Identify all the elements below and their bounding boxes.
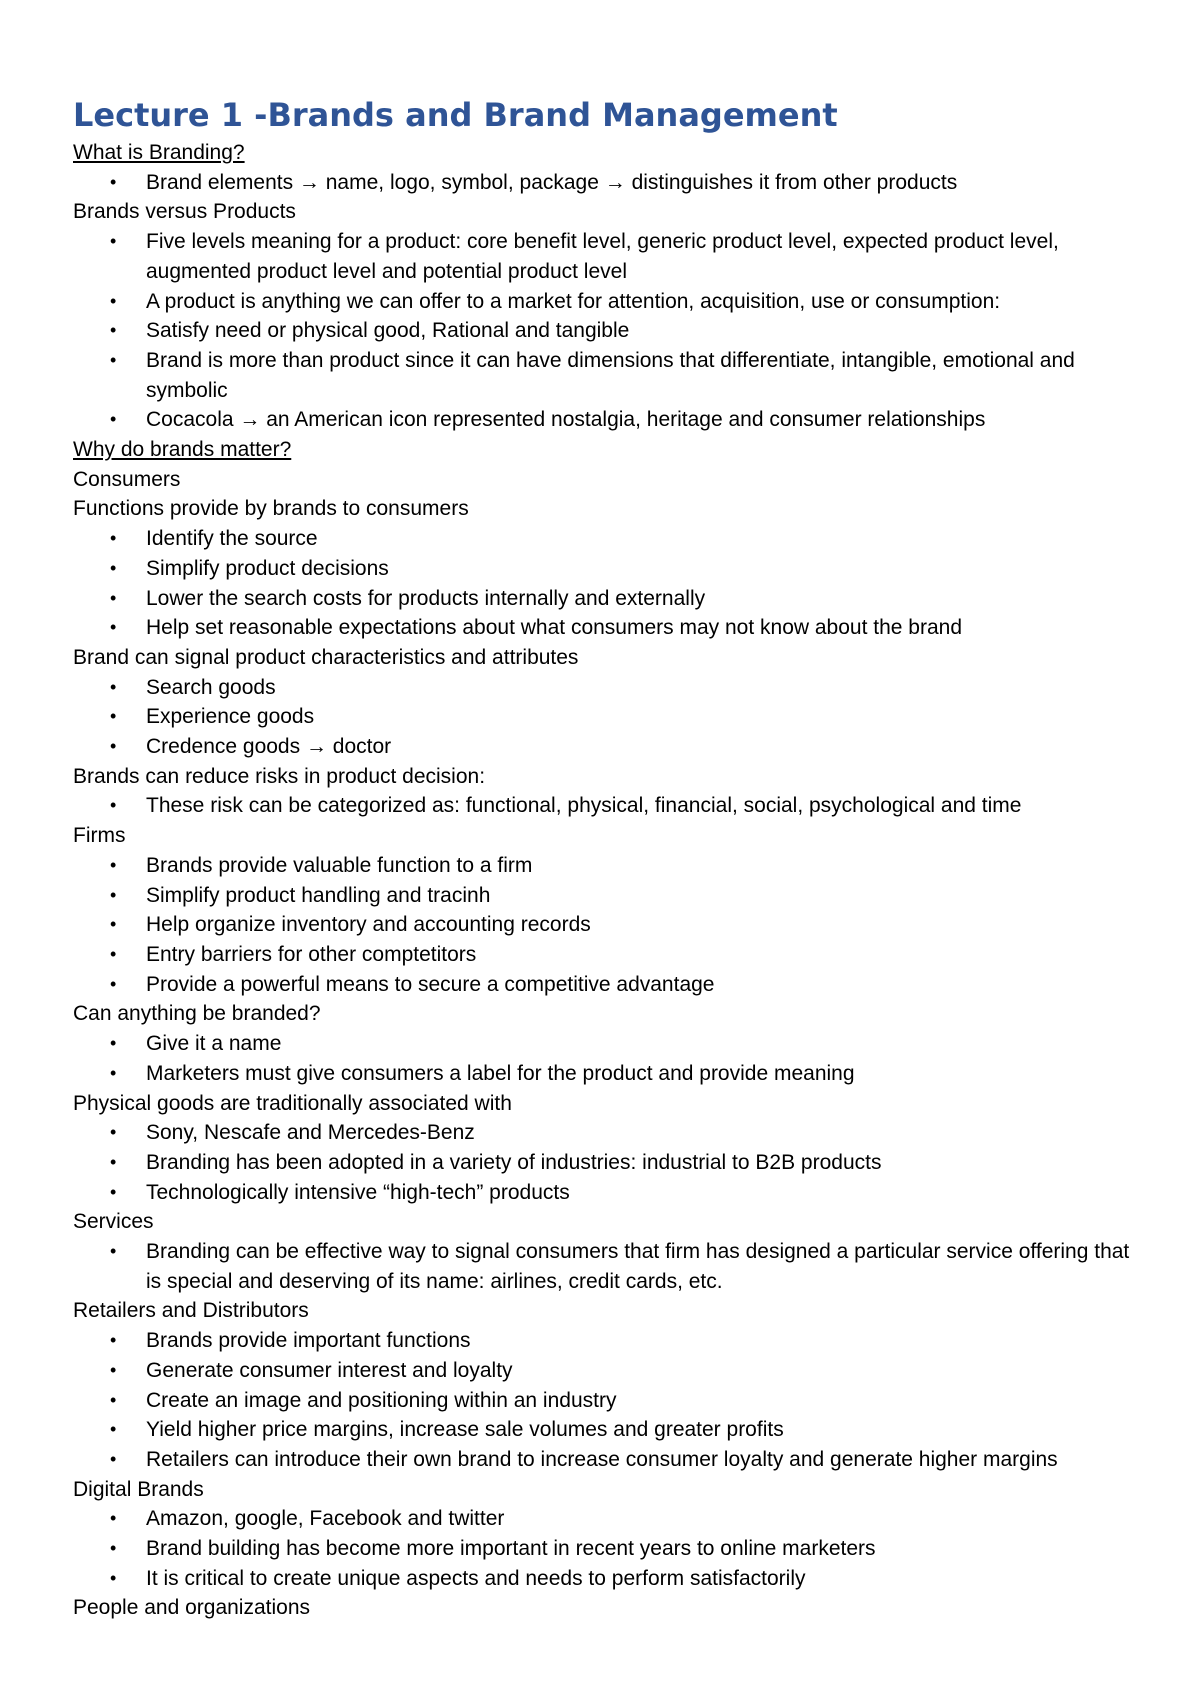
list-item-text: Brands provide important functions <box>146 1329 471 1353</box>
list-item <box>73 732 1133 762</box>
bullet-icon: • <box>110 1033 117 1054</box>
list-item-text: Search goods <box>146 675 276 699</box>
list-item-text: Satisfy need or physical good, Rational and tangible <box>146 319 630 343</box>
bullet-icon: • <box>110 290 117 311</box>
section <box>73 1593 1133 1623</box>
bullet-icon: • <box>110 1567 117 1588</box>
section-heading: Brands can reduce risks in product decision: <box>73 764 486 788</box>
list-item <box>73 168 1133 198</box>
list-item <box>73 287 1133 317</box>
list-item <box>73 405 1133 435</box>
list-item <box>73 1118 1133 1148</box>
list-item-text: Provide a powerful means to secure a competitive advantage <box>146 972 715 996</box>
bullet-icon: • <box>110 736 117 757</box>
bullet-icon: • <box>110 1122 117 1143</box>
section-heading: Firms <box>73 824 126 848</box>
list-item <box>73 851 1133 881</box>
section-heading: Why do brands matter? <box>73 438 292 462</box>
section-heading: Brands versus Products <box>73 200 296 224</box>
list-item-text: A product is anything we can offer to a market for attention, acquisition, use or consumption: <box>146 289 1001 313</box>
section-heading: Consumers <box>73 467 181 491</box>
list-item-text: Cocacola → an American icon represented nostalgia, heritage and consumer relationships <box>146 408 986 432</box>
bullet-icon: • <box>110 1151 117 1172</box>
bullet-icon: • <box>110 1241 117 1262</box>
bullet-icon: • <box>110 171 117 192</box>
list-item <box>73 1148 1133 1178</box>
list-item-text: Branding has been adopted in a variety of industries: industrial to B2B products <box>146 1150 882 1174</box>
list-item <box>73 1029 1133 1059</box>
list-item-text: Branding can be effective way to signal consumers that firm has designed a particular service offering that is special and deserving of its name: airlines, credit cards, etc. <box>146 1240 1130 1293</box>
bullet-icon: • <box>110 854 117 875</box>
section <box>73 643 1133 762</box>
section-heading: Brand can signal product characteristics and attributes <box>73 645 579 669</box>
list-item-text: Experience goods <box>146 705 315 729</box>
section-heading: Retailers and Distributors <box>73 1299 309 1323</box>
section <box>73 494 1133 643</box>
document-title: Lecture 1 -Brands and Brand Management <box>73 96 838 134</box>
document-page <box>73 92 1133 1623</box>
section <box>73 138 1133 197</box>
list-item-text: Help organize inventory and accounting records <box>146 913 591 937</box>
list-item-text: Five levels meaning for a product: core benefit level, generic product level, expected product level, augmented product level and potential product level <box>146 230 1059 283</box>
list-item-text: Identify the source <box>146 527 318 551</box>
bullet-icon: • <box>110 1181 117 1202</box>
section-heading: Functions provide by brands to consumers <box>73 497 469 521</box>
bullet-icon: • <box>110 231 117 252</box>
bullet-icon: • <box>110 1359 117 1380</box>
list-item <box>73 1237 1133 1296</box>
list-item <box>73 524 1133 554</box>
list-item-text: Technologically intensive “high-tech” products <box>146 1180 570 1204</box>
section-heading: Services <box>73 1210 154 1234</box>
list-item <box>73 1564 1133 1594</box>
list-item <box>73 554 1133 584</box>
bullet-icon: • <box>110 587 117 608</box>
section <box>73 762 1133 821</box>
list-item <box>73 1326 1133 1356</box>
section <box>73 1475 1133 1594</box>
list-item <box>73 1059 1133 1089</box>
list-item-text: Lower the search costs for products internally and externally <box>146 586 706 610</box>
bullet-icon: • <box>110 1419 117 1440</box>
section-heading: People and organizations <box>73 1596 311 1620</box>
list-item-text: Entry barriers for other comptetitors <box>146 942 477 966</box>
section <box>73 1296 1133 1474</box>
list-item-text: Simplify product handling and tracinh <box>146 883 491 907</box>
section <box>73 1089 1133 1208</box>
section-heading: Digital Brands <box>73 1477 204 1501</box>
bullet-icon: • <box>110 557 117 578</box>
list-item <box>73 1415 1133 1445</box>
bullet-icon: • <box>110 884 117 905</box>
bullet-icon: • <box>110 914 117 935</box>
section <box>73 821 1133 999</box>
list-item <box>73 1445 1133 1475</box>
list-item-text: Brand building has become more important in recent years to online marketers <box>146 1537 876 1561</box>
bullet-icon: • <box>110 676 117 697</box>
list-item <box>73 910 1133 940</box>
section <box>73 197 1133 435</box>
list-item-text: Yield higher price margins, increase sale volumes and greater profits <box>146 1418 784 1442</box>
list-item-text: Generate consumer interest and loyalty <box>146 1358 513 1382</box>
list-item <box>73 702 1133 732</box>
list-item-text: Brand is more than product since it can have dimensions that differentiate, intangible, emotional and symbolic <box>146 348 1075 402</box>
bullet-icon: • <box>110 528 117 549</box>
list-item <box>73 1504 1133 1534</box>
bullet-icon: • <box>110 617 117 638</box>
bullet-icon: • <box>110 1538 117 1559</box>
list-item <box>73 791 1133 821</box>
list-item <box>73 673 1133 703</box>
section <box>73 465 1133 495</box>
section <box>73 999 1133 1088</box>
bullet-icon: • <box>110 973 117 994</box>
bullet-icon: • <box>110 1389 117 1410</box>
list-item <box>73 227 1133 286</box>
list-item-text: These risk can be categorized as: functional, physical, financial, social, psychological and time <box>146 794 1022 818</box>
list-item-text: Create an image and positioning within an industry <box>146 1388 617 1412</box>
bullet-icon: • <box>110 943 117 964</box>
list-item-text: Retailers can introduce their own brand to increase consumer loyalty and generate higher margins <box>146 1447 1058 1471</box>
list-item-text: Give it a name <box>146 1032 282 1056</box>
section-heading: Can anything be branded? <box>73 1002 321 1026</box>
list-item-text: Help set reasonable expectations about what consumers may not know about the brand <box>146 616 962 640</box>
list-item-text: Brand elements → name, logo, symbol, package → distinguishes it from other products <box>146 170 958 194</box>
list-item <box>73 1178 1133 1208</box>
list-item <box>73 1534 1133 1564</box>
bullet-icon: • <box>110 1508 117 1529</box>
bullet-icon: • <box>110 795 117 816</box>
list-item-text: Amazon, google, Facebook and twitter <box>146 1507 505 1531</box>
list-item-text: Brands provide valuable function to a firm <box>146 853 533 877</box>
bullet-icon: • <box>110 706 117 727</box>
list-item-text: It is critical to create unique aspects and needs to perform satisfactorily <box>146 1566 806 1590</box>
list-item <box>73 970 1133 1000</box>
section-heading: Physical goods are traditionally associated with <box>73 1091 512 1115</box>
list-item <box>73 1386 1133 1416</box>
bullet-icon: • <box>110 1448 117 1469</box>
bullet-icon: • <box>110 1062 117 1083</box>
list-item <box>73 316 1133 346</box>
bullet-icon: • <box>110 1330 117 1351</box>
section <box>73 1207 1133 1296</box>
list-item-text: Credence goods → doctor <box>146 735 392 759</box>
section-heading: What is Branding? <box>73 141 245 164</box>
list-item <box>73 940 1133 970</box>
list-item <box>73 1356 1133 1386</box>
list-item <box>73 881 1133 911</box>
bullet-icon: • <box>110 320 117 341</box>
bullet-icon: • <box>110 349 117 370</box>
bullet-icon: • <box>110 409 117 430</box>
list-item-text: Marketers must give consumers a label for the product and provide meaning <box>146 1061 855 1085</box>
document-body <box>73 138 1133 1623</box>
list-item <box>73 584 1133 614</box>
list-item <box>73 346 1133 405</box>
list-item-text: Simplify product decisions <box>146 556 389 580</box>
list-item <box>73 613 1133 643</box>
section <box>73 435 1133 465</box>
list-item-text: Sony, Nescafe and Mercedes-Benz <box>146 1121 475 1145</box>
